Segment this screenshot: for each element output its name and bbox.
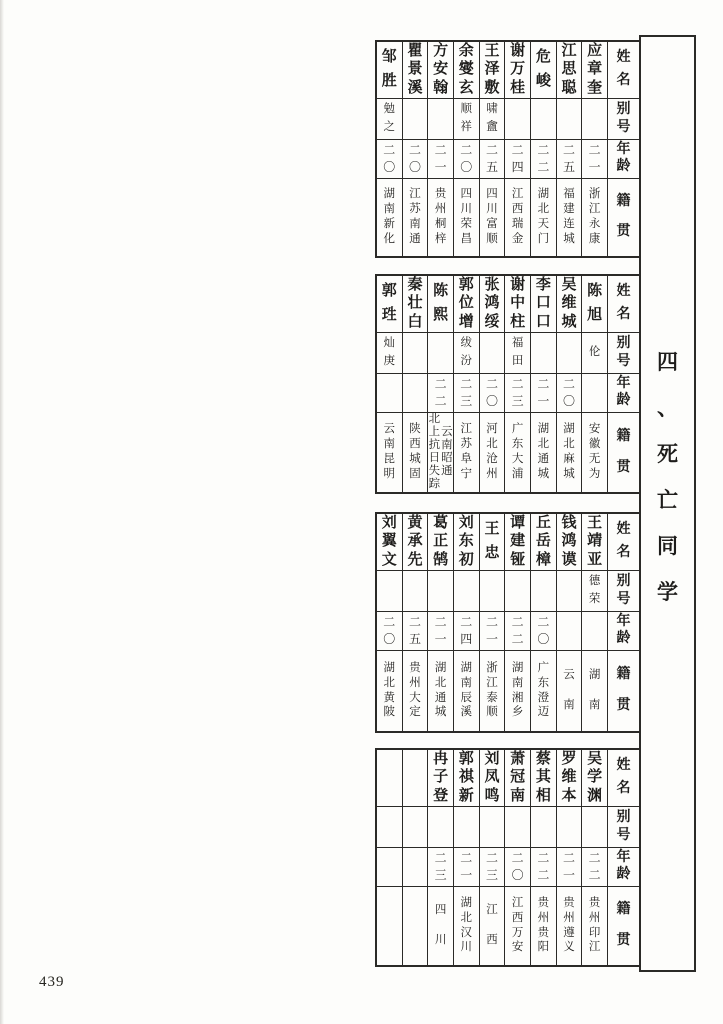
entry-column (402, 276, 428, 492)
entry-column (479, 276, 505, 492)
entry-column (402, 514, 428, 731)
age-cell (403, 374, 428, 413)
name-cell: 郭 祺 新 (454, 750, 479, 807)
name-cell (403, 750, 428, 807)
entry-column (530, 276, 556, 492)
alias-cell (505, 99, 530, 140)
alias-cell (531, 807, 556, 848)
alias-cell (480, 571, 505, 612)
entry-column (377, 514, 402, 731)
name-cell: 李 口 口 (531, 276, 556, 333)
alias-cell (582, 99, 607, 140)
name-cell: 郭 珄 (377, 276, 402, 333)
entry-column (556, 750, 582, 965)
alias-cell (403, 571, 428, 612)
header-column (607, 42, 639, 256)
alias-cell (480, 807, 505, 848)
entry-column (427, 750, 453, 965)
age-cell: 二 二 (428, 374, 453, 413)
name-cell: 余 燮 玄 (454, 42, 479, 99)
age-cell: 二 〇 (454, 140, 479, 179)
name-cell: 陈 旭 (582, 276, 607, 333)
origin-cell: 湖 南 (588, 668, 601, 712)
name-cell: 罗 维 本 (557, 750, 582, 807)
age-cell: 二 四 (454, 612, 479, 651)
name-cell: 冉 子 登 (428, 750, 453, 807)
origin-cell: 安 徽 无 为 (588, 423, 601, 480)
entry-column (581, 514, 607, 731)
name-cell: 黄 承 先 (403, 514, 428, 571)
alias-cell (377, 807, 402, 848)
age-cell (403, 848, 428, 887)
name-cell: 吴 学 渊 (582, 750, 607, 807)
origin-cell: 云 南 (563, 668, 575, 712)
age-cell: 二 二 (505, 612, 530, 651)
age-cell: 二 〇 (377, 612, 402, 651)
name-cell: 谢 中 柱 (505, 276, 530, 333)
page-number: 439 (39, 974, 65, 990)
name-cell: 陈 熙 (428, 276, 453, 333)
entry-column (479, 42, 505, 256)
origin-cell: 贵 州 遵 义 (563, 896, 575, 954)
origin-cell: 江 西 瑞 金 (511, 188, 524, 245)
alias-cell: 绂 汾 (454, 333, 479, 374)
entry-column (530, 42, 556, 256)
origin-cell: 湖 北 麻 城 (563, 423, 575, 480)
age-cell: 二 五 (557, 140, 582, 179)
origin-cell: 贵 州 贵 阳 (537, 896, 550, 954)
age-cell: 二 一 (428, 140, 453, 179)
name-cell: 谢 万 桂 (505, 42, 530, 99)
age-cell: 二 三 (480, 848, 505, 887)
name-cell: 秦 壮 白 (403, 276, 428, 333)
alias-cell (557, 571, 582, 612)
alias-cell (428, 99, 453, 140)
entry-column (377, 42, 402, 256)
origin-cell: 湖 北 黄 陂 (383, 661, 396, 719)
name-cell: 郭 位 增 (454, 276, 479, 333)
origin-cell: 江 苏 阜 宁 (460, 423, 473, 480)
header-column (607, 276, 639, 492)
age-cell: 二 三 (454, 374, 479, 413)
alias-cell (531, 571, 556, 612)
entry-column (504, 276, 530, 492)
age-cell: 二 四 (505, 140, 530, 179)
origin-cell: 湖 南 湘 乡 (511, 661, 524, 719)
age-cell: 二 一 (480, 612, 505, 651)
empty-column (377, 750, 402, 965)
name-cell: 刘 凤 鸣 (480, 750, 505, 807)
origin-cell: 江 西 万 安 (511, 896, 524, 954)
name-cell: 钱 鸿 谟 (557, 514, 582, 571)
death-table (375, 40, 641, 258)
origin-cell: 广 东 大 浦 (511, 423, 524, 480)
entry-column (377, 276, 402, 492)
name-cell: 应 章 奎 (582, 42, 607, 99)
entry-column (504, 750, 530, 965)
name-cell (377, 750, 402, 807)
alias-cell: 啸 盦 (480, 99, 505, 140)
name-cell: 葛 正 鹄 (428, 514, 453, 571)
entry-column (453, 42, 479, 256)
entry-column (530, 514, 556, 731)
age-cell: 二 三 (428, 848, 453, 887)
origin-cell: 贵 州 桐 梓 (434, 188, 447, 245)
alias-cell (505, 807, 530, 848)
origin-cell: 四 川 (434, 904, 447, 947)
origin-cell: 湖 北 通 城 (434, 661, 447, 719)
death-table (375, 274, 641, 494)
entry-column (479, 750, 505, 965)
origin-cell: 籍 贯 (616, 666, 631, 714)
origin-cell: 籍 贯 (616, 428, 631, 475)
age-cell: 二 〇 (531, 612, 556, 651)
age-cell (582, 374, 607, 413)
name-cell: 张 鸿 绥 (480, 276, 505, 333)
name-cell: 姓 名 (608, 42, 639, 99)
age-cell: 年 龄 (608, 374, 639, 413)
origin-cell: 四 川 富 顺 (486, 188, 498, 245)
entry-column (427, 42, 453, 256)
alias-cell: 别 号 (608, 99, 639, 140)
entry-column (427, 276, 453, 492)
alias-cell (531, 333, 556, 374)
age-cell: 二 〇 (403, 140, 428, 179)
alias-cell (403, 807, 428, 848)
entry-column (556, 42, 582, 256)
alias-cell (557, 333, 582, 374)
origin-cell: 陕 西 城 固 (409, 423, 421, 480)
origin-cell: 福 建 连 城 (563, 188, 575, 245)
name-cell: 谭 建 铔 (505, 514, 530, 571)
origin-cell: 云 南 昭 通 北 上 抗 日 失 踪 (428, 413, 453, 490)
age-cell: 二 一 (557, 848, 582, 887)
age-cell: 二 二 (582, 848, 607, 887)
origin-cell (403, 887, 428, 965)
age-cell: 二 一 (454, 848, 479, 887)
alias-cell (480, 333, 505, 374)
alias-cell (403, 333, 428, 374)
age-cell: 二 二 (531, 848, 556, 887)
entry-column (453, 750, 479, 965)
entry-column (504, 514, 530, 731)
entry-column (581, 276, 607, 492)
age-cell: 二 一 (582, 140, 607, 179)
age-cell: 二 二 (531, 140, 556, 179)
age-cell: 年 龄 (608, 612, 639, 651)
entry-column (504, 42, 530, 256)
origin-cell: 云 南 昆 明 (383, 423, 396, 480)
alias-cell: 别 号 (608, 333, 639, 374)
name-cell: 王 泽 敷 (480, 42, 505, 99)
alias-cell (557, 99, 582, 140)
alias-cell: 灿 庚 (377, 333, 402, 374)
entry-column (402, 42, 428, 256)
age-cell: 二 三 (505, 374, 530, 413)
entry-column (427, 514, 453, 731)
origin-cell: 贵 州 大 定 (409, 661, 421, 719)
alias-cell (531, 99, 556, 140)
origin-cell (377, 887, 402, 965)
origin-cell: 贵 州 印 江 (588, 896, 601, 954)
section-title-column (639, 35, 696, 972)
age-cell: 二 五 (403, 612, 428, 651)
name-cell: 丘 岳 樟 (531, 514, 556, 571)
alias-cell: 德 荣 (582, 571, 607, 612)
alias-cell (428, 333, 453, 374)
name-cell: 邹 胜 (377, 42, 402, 99)
age-cell: 二 一 (428, 612, 453, 651)
alias-cell (454, 807, 479, 848)
origin-cell: 湖 北 通 城 (537, 423, 550, 480)
name-cell: 江 思 聪 (557, 42, 582, 99)
alias-cell (557, 807, 582, 848)
origin-cell: 江 西 (486, 904, 498, 947)
age-cell (557, 612, 582, 651)
alias-cell: 伦 (582, 333, 607, 374)
name-cell: 瞿 景 溪 (403, 42, 428, 99)
entry-column (556, 276, 582, 492)
death-table (375, 748, 641, 967)
header-column (607, 750, 639, 965)
alias-cell (582, 807, 607, 848)
alias-cell: 顺 祥 (454, 99, 479, 140)
alias-cell (505, 571, 530, 612)
name-cell: 蔡 其 相 (531, 750, 556, 807)
age-cell (582, 612, 607, 651)
age-cell: 年 龄 (608, 848, 639, 887)
alias-cell: 别 号 (608, 571, 639, 612)
alias-cell: 勉 之 (377, 99, 402, 140)
name-cell: 萧 冠 南 (505, 750, 530, 807)
alias-cell (377, 571, 402, 612)
entry-column (556, 514, 582, 731)
age-cell (377, 848, 402, 887)
age-cell (377, 374, 402, 413)
origin-cell: 广 东 澄 迈 (537, 661, 550, 719)
alias-cell: 别 号 (608, 807, 639, 848)
entry-column (453, 276, 479, 492)
age-cell: 二 〇 (505, 848, 530, 887)
age-cell: 二 五 (480, 140, 505, 179)
entry-column (479, 514, 505, 731)
header-column (607, 514, 639, 731)
age-cell: 二 〇 (557, 374, 582, 413)
name-cell: 姓 名 (608, 750, 639, 807)
origin-cell: 四 川 荣 昌 (460, 188, 473, 245)
entry-column (530, 750, 556, 965)
section-title: 四 、 死 亡 同 学 (657, 350, 678, 604)
alias-cell (454, 571, 479, 612)
origin-cell: 河 北 沧 州 (486, 423, 498, 480)
entry-column (453, 514, 479, 731)
alias-cell: 福 田 (505, 333, 530, 374)
name-cell: 姓 名 (608, 514, 639, 571)
alias-cell (428, 807, 453, 848)
age-cell: 二 〇 (377, 140, 402, 179)
name-cell: 王 靖 亚 (582, 514, 607, 571)
empty-column (402, 750, 428, 965)
age-cell: 年 龄 (608, 140, 639, 179)
origin-cell: 湖 北 天 门 (537, 188, 550, 245)
age-cell: 二 〇 (480, 374, 505, 413)
origin-cell: 浙 江 泰 顺 (486, 661, 498, 719)
alias-cell (428, 571, 453, 612)
entry-column (581, 750, 607, 965)
death-table (375, 512, 641, 733)
origin-cell: 湖 南 新 化 (383, 188, 396, 245)
origin-cell: 籍 贯 (616, 902, 631, 949)
origin-cell: 籍 贯 (616, 193, 631, 240)
name-cell: 刘 东 初 (454, 514, 479, 571)
origin-cell: 江 苏 南 通 (409, 188, 421, 245)
origin-cell: 湖 北 汉 川 (460, 896, 473, 954)
name-cell: 方 安 翰 (428, 42, 453, 99)
origin-cell: 湖 南 辰 溪 (460, 661, 473, 719)
name-cell: 姓 名 (608, 276, 639, 333)
age-cell: 二 一 (531, 374, 556, 413)
alias-cell (403, 99, 428, 140)
name-cell: 王 忠 (480, 514, 505, 571)
name-cell: 吴 维 城 (557, 276, 582, 333)
tables-region (375, 0, 641, 1024)
name-cell: 危 峻 (531, 42, 556, 99)
origin-cell: 浙 江 永 康 (588, 188, 601, 245)
name-cell: 刘 翼 文 (377, 514, 402, 571)
entry-column (581, 42, 607, 256)
